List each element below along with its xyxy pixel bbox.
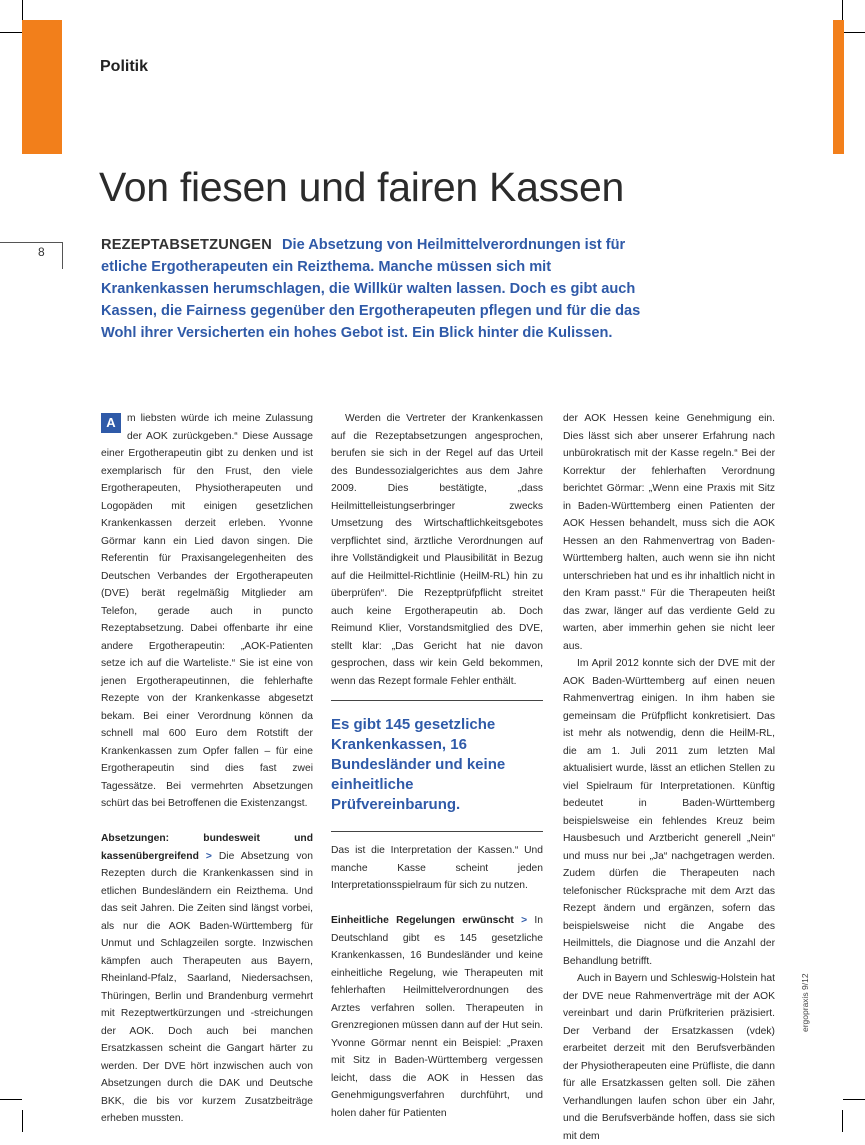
col1-text-1: m liebsten würde ich meine Zulassung der AOK zurückgeben.“ Diese Aussage einer Ergotherapeutin gibt zu denken und ist exemplarisch für den Frust, den viele Ergotherapeuten, Physiotherapeuten und Logopäden mit einigen gesetzlichen Krankenkassen derzeit erleben. Yvonne Görmar kann ein Lied davon singen. Die Referentin für Praxisangelegenheiten des Deutschen Verbandes der Ergotherapeuten (DVE) berät regelmäßig Mitglieder am Telefon, gerade auch in puncto Rezeptabsetzung. Dabei offenbarte ihr eine andere Ergotherapeutin: „AOK-Patienten setze ich auf die Warteliste.“ Sie ist eine von jenen Ergotherapeutinnen, die fehlerhafte Rezepte von der Krankenkasse abgesetzt bekam. Bei einer Verordnung können da schnell mal 600 Euro dem Rotstift der Krankenkassen zum Opfer fallen – für eine Ergotherapeutin sind dies fast zwei Tagessätze. Bei vermehrten Absetzungen schürt das bei Betroffenen die Existenzangst. <box>101 413 313 809</box>
col2-paragraph-3 <box>331 912 543 1122</box>
crop-mark <box>0 1099 22 1100</box>
col3-paragraph-3: Auch in Bayern und Schleswig-Holstein hat der DVE neue Rahmenverträge mit der AOK vereinbart und darin Prüfkriterien präzisiert. Der Verband der Ersatzkassen (vdek) erarbeitet derzeit mit den Berufsverbänden der Physiotherapeuten eine Prüfliste, die dann für alle Ersatzkassen gelten soll. Die zähen Verhandlungen laufen schon über ein Jahr, und die Berufsverbände hoffen, dass sie sich mit dem <box>563 973 775 1142</box>
crop-mark <box>22 0 23 22</box>
page-number-box <box>0 242 63 269</box>
col3-paragraph-1: der AOK Hessen keine Genehmigung ein. Dies lässt sich aber unserer Erfahrung nach unbürokratisch mit der Kasse regeln.“ Bei der Korrektur der fehlerhaften Verordnung berichtet Görmar: „Wenn eine Praxis mit Sitz in Baden-Württemberg einen Patienten der AOK Hessen behandelt, muss sich die AOK Hessen an den Rahmenvertrag von Baden-Württemberg halten, auch wenn sie ihn nicht unterschrieben hat und es ihr inhaltlich nicht in den Kram passt.“ Für die Therapeuten heißt das zwar, länger auf das verdiente Geld zu warten, aber immerhin gehen sie nicht leer aus. <box>563 413 775 652</box>
arrow-icon: > <box>205 850 212 862</box>
journal-footer: ergopraxis 9/12 <box>800 973 810 1032</box>
col1-paragraph-2 <box>101 830 313 1128</box>
col3-paragraph-2: Im April 2012 konnte sich der DVE mit der AOK Baden-Württemberg auf einen neuen Rahmenvertrag einigen. In ihm haben sie gemeinsam die Prüfpflicht konkretisiert. Das ist mehr als notwendig, denn die HeilM-RL, die am 1. Juli 2011 zum letzten Mal aktualisiert wurde, lässt an etlichen Stellen zu viel Spielraum für Interpretationen. Künftig bedeutet in Baden-Württemberg beispielsweise ein fehlendes Kreuz beim Hausbesuch und Arztbericht generell „Nein“ und muss nur bei „Ja“ nachgetragen werden. Zudem dürfen die Therapeuten nach telefonischer Rücksprache mit dem Arzt das Rezept ändern und ergänzen, sofern das beispielsweise nicht die Angabe des Heilmittels, die Diagnose und die Anzahl der Behandlung betrifft. <box>563 658 775 967</box>
arrow-icon: > <box>521 915 528 926</box>
article-column-2 <box>331 410 543 1122</box>
headline: Von fiesen und fairen Kassen <box>99 164 624 210</box>
crop-mark <box>843 1099 865 1100</box>
pull-quote: Es gibt 145 gesetzliche Krankenkassen, 16 Bundesländer und keine einheitliche Prüfvereinbarung. <box>331 700 543 832</box>
section-label: Politik <box>100 58 149 75</box>
lead-kicker: REZEPTABSETZUNGEN <box>101 237 272 253</box>
crop-mark <box>843 32 865 33</box>
crop-mark <box>842 1110 843 1132</box>
spacer <box>101 813 313 831</box>
orange-accent-bar-right <box>833 20 844 154</box>
crop-mark <box>842 0 843 22</box>
drop-cap: A <box>101 413 121 433</box>
crop-mark <box>0 32 22 33</box>
lead-paragraph <box>101 234 641 344</box>
col1-paragraph-1 <box>101 410 313 813</box>
col2-paragraph-2: Das ist die Interpretation der Kassen.“ Und manche Kasse scheint jeden Interpretationsspielraum für sich zu nutzen. <box>331 845 543 891</box>
spacer <box>331 895 543 913</box>
col2-subhead: Einheitliche Regelungen erwünscht <box>331 915 514 926</box>
orange-accent-bar-left <box>22 20 62 154</box>
col1-subhead: Absetzungen: bundesweit und kassenübergreifend <box>101 833 313 862</box>
article-column-3 <box>563 410 775 1145</box>
col2-text-3: In Deutschland gibt es 145 gesetzliche Krankenkassen, 16 Bundesländer und keine einheitliche Regelung, wie Therapeuten mit fehlerhaften Heilmittelverordnungen des Arztes verfahren sollen. Therapeuten in Grenzregionen müssen dann auf der Hut sein. Yvonne Görmar nennt ein Beispiel: „Praxen mit Sitz in Baden-Württemberg vergessen leicht, dass die AOK in Hessen das Genehmigungsverfahren durchführt, und holen daher für Patienten <box>331 915 543 1119</box>
lead-text: Die Absetzung von Heilmittelverordnungen ist für etliche Ergotherapeuten ein Reizthema. Manche müssen sich mit Krankenkassen herumschlagen, die Willkür walten lassen. Doch es gibt auch Kassen, die Fairness gegenüber den Ergotherapeuten pflegen und für die das Wohl ihrer Versicherten ein hohes Gebot ist. Ein Blick hinter die Kulissen. <box>101 237 641 341</box>
crop-mark <box>22 1110 23 1132</box>
col2-paragraph-1: Werden die Vertreter der Krankenkassen auf die Rezeptabsetzungen angesprochen, berufen sie sich in der Regel auf das Urteil des Bundessozialgerichtes aus dem Jahre 2009. Dies bestätigte, „dass Heilmittelleistungserbringer zwecks Umsetzung des Wirtschaftlichkeitsgebotes verpflichtet sind, ärztliche Verordnungen auf ihre Vollständigkeit und Plausibilität in Bezug auf die Heilmittel-Richtlinie (HeilM-RL) hin zu überprüfen“. Die Rezeptprüfpflicht streitet auch keine Ergotherapeutin ab. Doch Reimund Klier, Vorstandsmitglied des DVE, stellt klar: „Das Gericht hat nie davon gesprochen, dass wir kein Geld bekommen, wenn das Rezept formale Fehler enthält. <box>331 413 543 687</box>
page-number: 8 <box>38 245 45 259</box>
col1-text-2: Die Absetzung von Rezepten durch die Krankenkassen sind in etlichen Bundesländern ein Reizthema. Und das seit Jahren. Die Zeiten sind längst vorbei, als nur die AOK Baden-Württemberg für Unmut und Schlagzeilen sorgte. Inzwischen kämpfen auch Therapeuten aus Bayern, Rheinland-Pfalz, Saarland, Niedersachsen, Thüringen, Berlin und Brandenburg vermehrt mit Rezeptwertkürzungen und -streichungen der AOK. Doch auch bei manchen Ersatzkassen scheint die Gangart härter zu werden. Der DVE hört inzwischen auch von Absetzungen durch die DAK und Deutsche BKK, die bis vor kurzem Zusatzbeiträge erheben mussten. <box>101 850 313 1124</box>
article-column-1 <box>101 410 313 1128</box>
